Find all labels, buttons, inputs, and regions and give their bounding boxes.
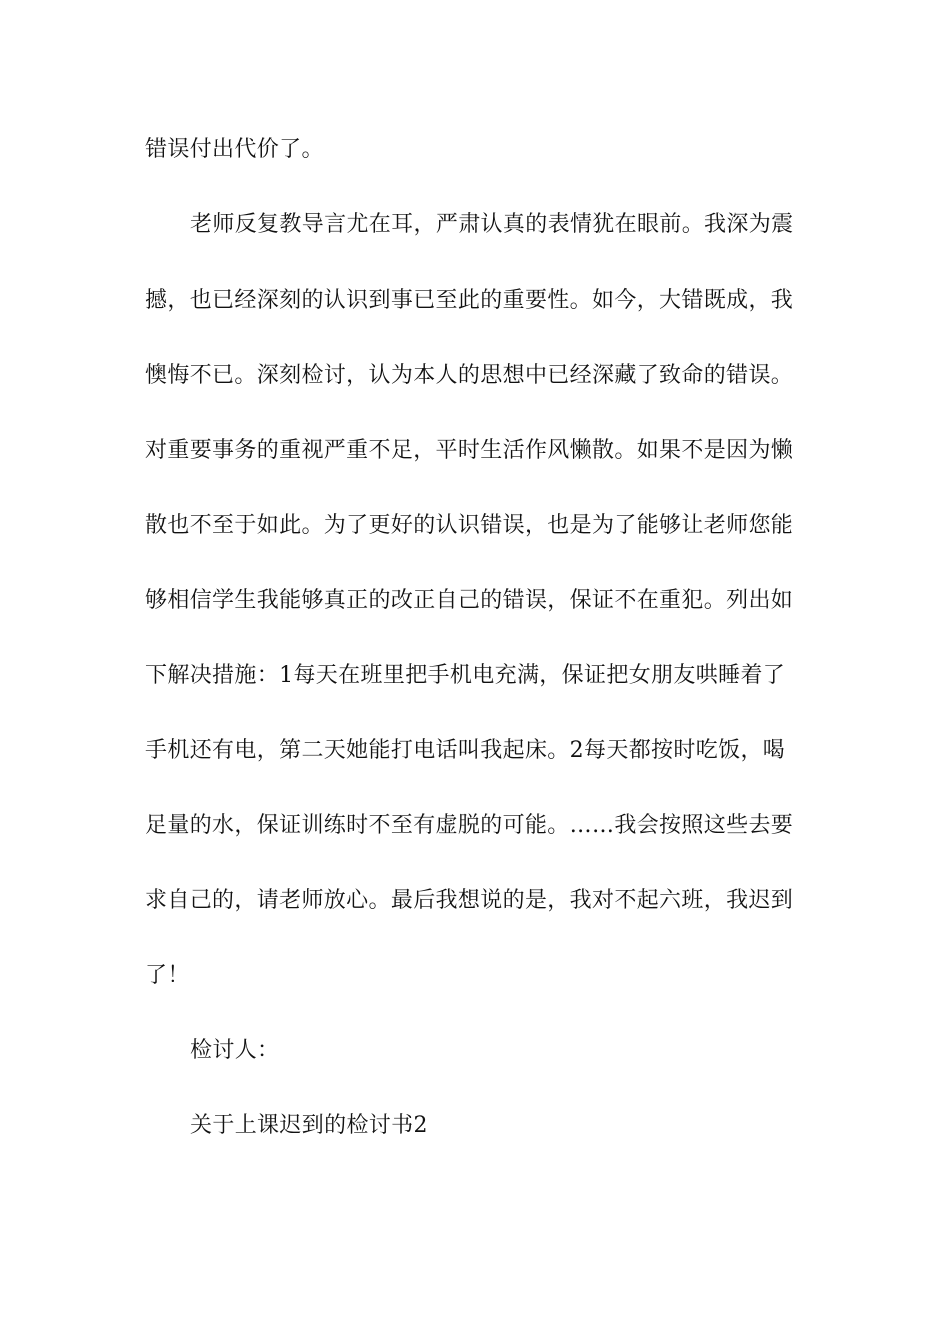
paragraph-line: 了！: [145, 963, 190, 988]
paragraph-line: 足量的水，保证训练时不至有虚脱的可能。……我会按照这些去要: [145, 813, 794, 838]
paragraph-line: 求自己的，请老师放心。最后我想说的是，我对不起六班，我迟到: [145, 888, 794, 913]
paragraph-line: 散也不至于如此。为了更好的认识错误，也是为了能够让老师您能: [145, 513, 794, 538]
section-heading: 关于上课迟到的检讨书2: [190, 1113, 428, 1138]
paragraph-line: 够相信学生我能够真正的改正自己的错误，保证不在重犯。列出如: [145, 588, 794, 613]
paragraph-line: 手机还有电，第二天她能打电话叫我起床。2每天都按时吃饭，喝: [145, 738, 786, 763]
paragraph-line: 老师反复教导言尤在耳，严肃认真的表情犹在眼前。我深为震: [190, 212, 794, 237]
paragraph-line: 撼，也已经深刻的认识到事已至此的重要性。如今，大错既成，我: [145, 288, 794, 313]
signature-label: 检讨人：: [190, 1038, 280, 1063]
paragraph-line: 对重要事务的重视严重不足，平时生活作风懒散。如果不是因为懒: [145, 438, 794, 463]
paragraph-line: 错误付出代价了。: [145, 137, 324, 162]
paragraph-line: 懊悔不已。深刻检讨，认为本人的思想中已经深藏了致命的错误。: [145, 363, 794, 388]
paragraph-line: 下解决措施：1每天在班里把手机电充满，保证把女朋友哄睡着了: [145, 663, 786, 688]
